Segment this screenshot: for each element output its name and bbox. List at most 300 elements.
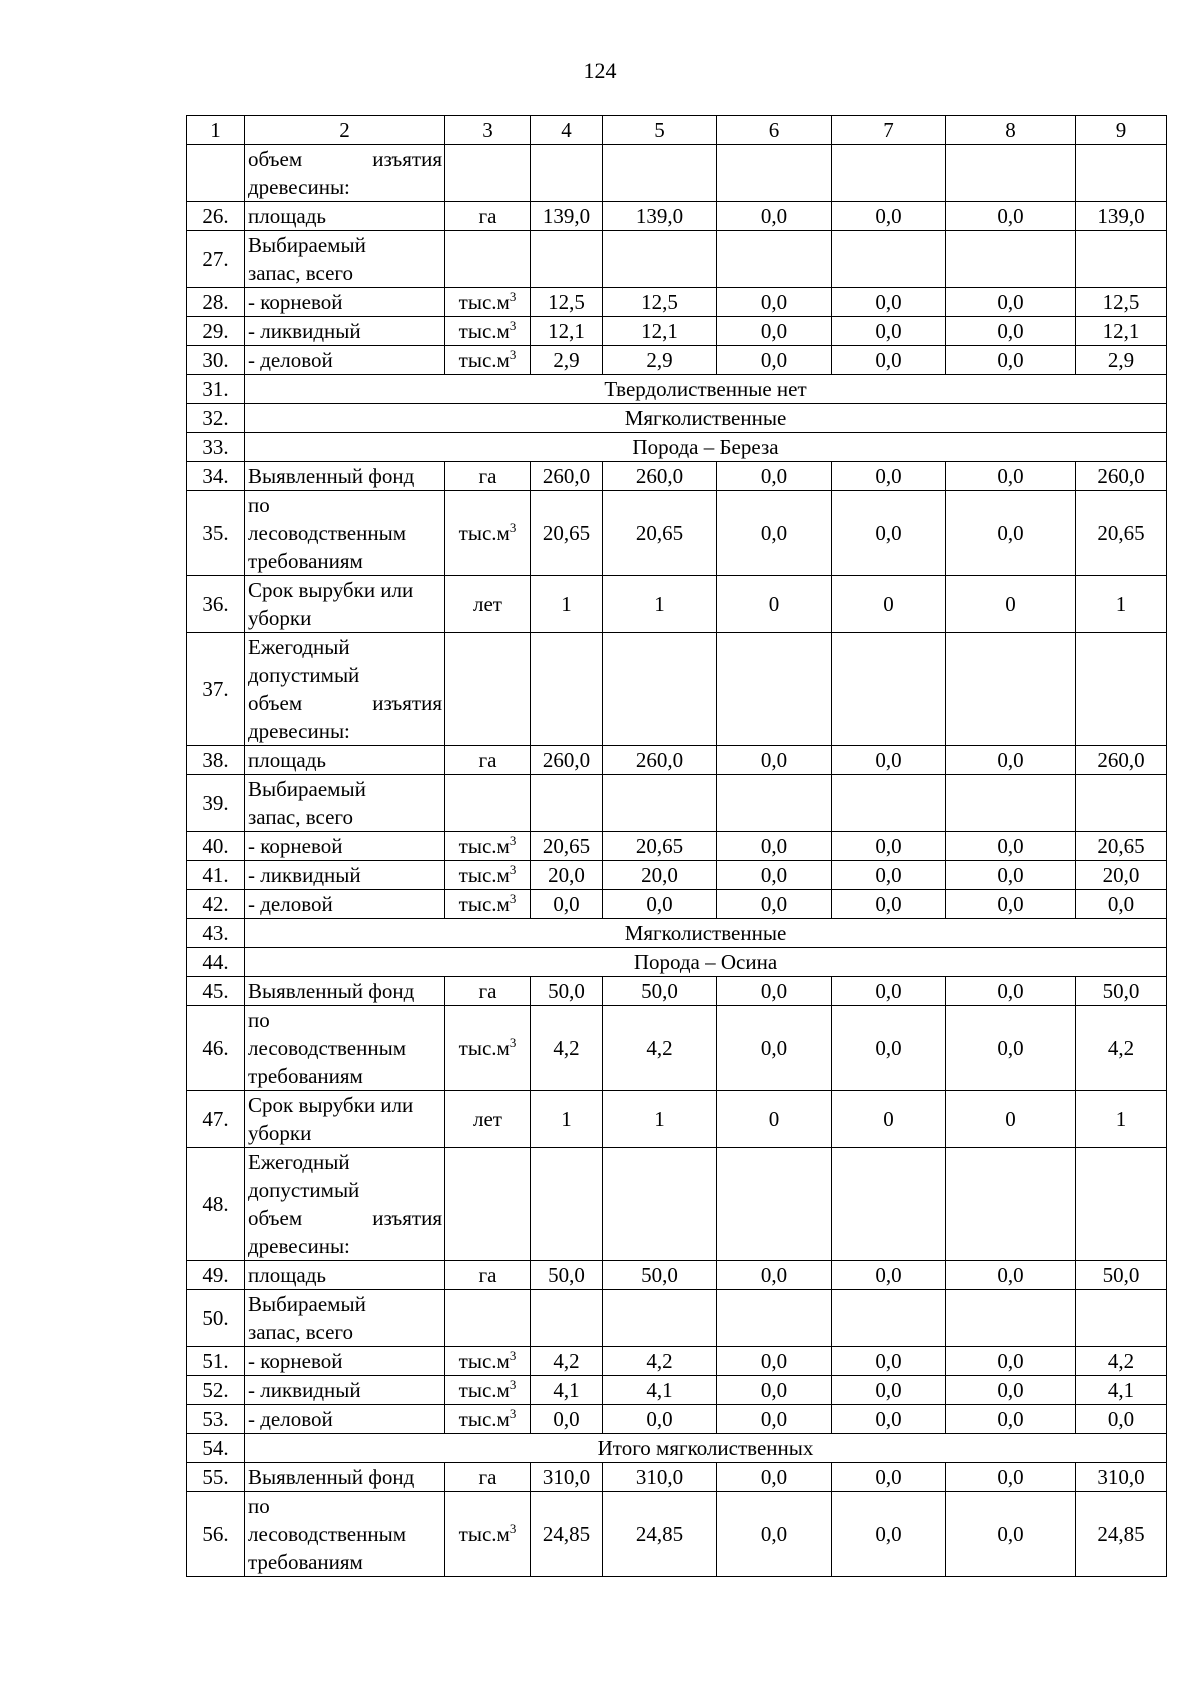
indicator-name-line: лесоводственным [248,1522,406,1546]
table-row [187,1347,1167,1376]
indicator-name-line: Выбираемый [248,1292,366,1316]
unit-superscript: 3 [509,318,517,333]
unit-text: тыс.м [458,834,510,858]
section-row [187,433,1167,462]
unit-text: тыс.м [458,348,510,372]
value-cell: 20,0 [603,861,717,890]
value-cell: 0,0 [946,1463,1076,1492]
indicator-name-line: Срок вырубки или [248,1093,414,1117]
value-cell: 0,0 [832,1261,946,1290]
table-row [187,861,1167,890]
value-cell: 260,0 [531,746,603,775]
unit-text: га [478,464,497,488]
value-cell: 4,2 [531,1347,603,1376]
value-cell: 4,2 [603,1347,717,1376]
value-cell: 4,2 [1076,1347,1167,1376]
value-cell: 4,1 [603,1376,717,1405]
value-cell: 0,0 [717,491,832,576]
indicator-name [245,1261,445,1290]
value-cell: 20,65 [603,832,717,861]
value-cell: 24,85 [531,1492,603,1577]
section-title: Мягколиственные [245,919,1167,948]
row-number: 31. [187,375,245,404]
value-cell: 0,0 [832,1006,946,1091]
section-row [187,404,1167,433]
table-row [187,491,1167,576]
value-cell [832,775,946,832]
indicator-name-line: - корневой [248,834,343,858]
indicator-name [245,1148,445,1261]
value-cell: 50,0 [603,1261,717,1290]
unit-cell [445,1006,531,1091]
table-row [187,202,1167,231]
indicator-name-line: требованиям [248,1550,363,1574]
value-cell: 1 [1076,1091,1167,1148]
value-cell [1076,1290,1167,1347]
value-cell: 0,0 [832,491,946,576]
value-cell: 0,0 [717,861,832,890]
indicator-name [245,861,445,890]
table-row [187,1492,1167,1577]
unit-cell [445,746,531,775]
value-cell: 20,0 [1076,861,1167,890]
value-cell: 0,0 [603,1405,717,1434]
row-number: 43. [187,919,245,948]
value-cell: 12,5 [531,288,603,317]
unit-cell [445,1463,531,1492]
section-title: Мягколиственные [245,404,1167,433]
table-row [187,145,1167,202]
indicator-name-line: Выявленный фонд [248,464,415,488]
value-cell: 20,65 [1076,832,1167,861]
table-row [187,1290,1167,1347]
value-cell [717,145,832,202]
indicator-name-line: площадь [248,204,326,228]
value-cell: 0,0 [717,1376,832,1405]
column-header: 5 [603,116,717,145]
indicator-name-line: по [248,1008,270,1032]
value-cell: 0,0 [946,890,1076,919]
value-cell: 0,0 [832,746,946,775]
value-cell [531,231,603,288]
unit-cell [445,576,531,633]
unit-text: тыс.м [458,319,510,343]
unit-text: га [478,1263,497,1287]
indicator-name-line: запас, всего [248,805,353,829]
table-row [187,633,1167,746]
value-cell [531,633,603,746]
indicator-name-line: требованиям [248,549,363,573]
indicator-name [245,1290,445,1347]
unit-superscript: 3 [509,833,517,848]
row-number: 48. [187,1148,245,1261]
value-cell: 0,0 [832,832,946,861]
indicator-name [245,832,445,861]
value-cell: 0,0 [717,890,832,919]
value-cell: 0,0 [717,462,832,491]
value-cell: 0,0 [717,1492,832,1577]
row-number: 54. [187,1434,245,1463]
value-cell: 24,85 [603,1492,717,1577]
unit-text: тыс.м [458,1036,510,1060]
indicator-name-line: древесины: [248,1234,350,1258]
row-number: 30. [187,346,245,375]
unit-text: тыс.м [458,1349,510,1373]
indicator-name [245,1376,445,1405]
value-cell: 260,0 [1076,746,1167,775]
indicator-name [245,576,445,633]
value-cell: 0,0 [717,346,832,375]
indicator-name-line: уборки [248,1121,312,1145]
value-cell: 0,0 [832,462,946,491]
indicator-name-line: объем изъятия [248,147,442,171]
value-cell [1076,775,1167,832]
unit-text: тыс.м [458,892,510,916]
unit-text: тыс.м [458,863,510,887]
value-cell: 0,0 [946,1261,1076,1290]
page-number: 124 [583,58,617,83]
indicator-name [245,1091,445,1148]
value-cell: 0,0 [832,1463,946,1492]
indicator-name [245,977,445,1006]
unit-cell [445,288,531,317]
unit-superscript: 3 [509,1377,517,1392]
value-cell: 4,2 [603,1006,717,1091]
value-cell: 1 [603,1091,717,1148]
unit-cell [445,775,531,832]
value-cell: 0,0 [717,1463,832,1492]
unit-cell [445,202,531,231]
value-cell: 0,0 [531,890,603,919]
unit-text: тыс.м [458,1522,510,1546]
indicator-name-line: требованиям [248,1064,363,1088]
table-body [187,145,1167,1577]
row-number: 39. [187,775,245,832]
value-cell: 4,1 [1076,1376,1167,1405]
section-title: Порода – Осина [245,948,1167,977]
value-cell: 12,1 [531,317,603,346]
unit-superscript: 3 [509,1348,517,1363]
row-number: 28. [187,288,245,317]
value-cell: 0,0 [832,977,946,1006]
value-cell: 0,0 [946,832,1076,861]
value-cell [531,1148,603,1261]
value-cell [1076,1148,1167,1261]
value-cell: 0,0 [717,1347,832,1376]
value-cell: 0,0 [946,1006,1076,1091]
indicator-name [245,775,445,832]
value-cell [832,1290,946,1347]
unit-cell [445,861,531,890]
indicator-name [245,346,445,375]
value-cell: 50,0 [603,977,717,1006]
value-cell [1076,145,1167,202]
value-cell: 0,0 [946,462,1076,491]
row-number: 52. [187,1376,245,1405]
indicator-name-line: по [248,1494,270,1518]
indicator-name-line: - деловой [248,892,333,916]
value-cell: 139,0 [1076,202,1167,231]
unit-cell [445,231,531,288]
indicator-name-line: Ежегодный [248,1150,350,1174]
row-number [187,145,245,202]
column-header: 2 [245,116,445,145]
value-cell [603,1148,717,1261]
indicator-name-line: Выбираемый [248,233,366,257]
row-number: 56. [187,1492,245,1577]
value-cell: 0,0 [832,1376,946,1405]
value-cell [531,775,603,832]
table-row [187,1091,1167,1148]
value-cell: 2,9 [531,346,603,375]
value-cell: 0,0 [832,1347,946,1376]
value-cell [603,145,717,202]
value-cell: 0,0 [946,288,1076,317]
indicator-name [245,746,445,775]
value-cell: 0,0 [946,1347,1076,1376]
column-header: 3 [445,116,531,145]
indicator-name-line: древесины: [248,719,350,743]
row-number: 50. [187,1290,245,1347]
indicator-name-line: объем изъятия [248,691,442,715]
unit-cell [445,977,531,1006]
unit-cell [445,1148,531,1261]
value-cell [603,775,717,832]
row-number: 35. [187,491,245,576]
indicator-name-line: допустимый [248,1178,360,1202]
row-number: 26. [187,202,245,231]
indicator-name-line: допустимый [248,663,360,687]
unit-cell [445,491,531,576]
value-cell: 4,2 [531,1006,603,1091]
value-cell: 260,0 [531,462,603,491]
row-number: 37. [187,633,245,746]
unit-text: га [478,204,497,228]
unit-cell [445,346,531,375]
row-number: 29. [187,317,245,346]
row-number: 34. [187,462,245,491]
indicator-name-line: - ликвидный [248,863,361,887]
indicator-name [245,462,445,491]
section-title: Твердолиственные нет [245,375,1167,404]
table-row [187,1148,1167,1261]
value-cell: 20,65 [1076,491,1167,576]
section-row [187,1434,1167,1463]
indicator-name-line: - деловой [248,348,333,372]
value-cell [946,1148,1076,1261]
indicator-name [245,202,445,231]
value-cell: 0,0 [946,491,1076,576]
value-cell: 0,0 [946,202,1076,231]
unit-cell [445,1091,531,1148]
indicator-name [245,890,445,919]
value-cell: 139,0 [603,202,717,231]
value-cell: 4,2 [1076,1006,1167,1091]
indicator-name-line: запас, всего [248,261,353,285]
indicator-name-line: Выбираемый [248,777,366,801]
table-row [187,1463,1167,1492]
unit-text: га [478,979,497,1003]
indicator-name-line: лесоводственным [248,521,406,545]
value-cell: 0,0 [531,1405,603,1434]
value-cell: 0 [832,1091,946,1148]
value-cell: 0,0 [717,1261,832,1290]
indicator-name-line: Срок вырубки или [248,578,414,602]
table-row [187,231,1167,288]
row-number: 42. [187,890,245,919]
table-row [187,890,1167,919]
value-cell [603,633,717,746]
row-number: 45. [187,977,245,1006]
table-row [187,1006,1167,1091]
indicator-name-line: Выявленный фонд [248,979,415,1003]
value-cell: 0,0 [1076,890,1167,919]
value-cell: 0,0 [946,1492,1076,1577]
value-cell: 1 [531,576,603,633]
value-cell [717,633,832,746]
row-number: 46. [187,1006,245,1091]
value-cell: 1 [603,576,717,633]
value-cell [946,775,1076,832]
unit-text: тыс.м [458,521,510,545]
unit-text: тыс.м [458,1378,510,1402]
value-cell: 50,0 [1076,1261,1167,1290]
value-cell [717,1148,832,1261]
value-cell: 24,85 [1076,1492,1167,1577]
row-number: 51. [187,1347,245,1376]
value-cell: 0 [717,576,832,633]
unit-cell [445,1376,531,1405]
indicator-name-line: - ликвидный [248,319,361,343]
row-number: 49. [187,1261,245,1290]
value-cell: 4,1 [531,1376,603,1405]
value-cell: 0,0 [946,977,1076,1006]
table-row [187,1261,1167,1290]
table-row [187,317,1167,346]
value-cell: 0,0 [832,202,946,231]
indicator-name [245,317,445,346]
value-cell: 12,1 [1076,317,1167,346]
value-cell: 0,0 [946,861,1076,890]
unit-superscript: 3 [509,1035,517,1050]
value-cell: 2,9 [603,346,717,375]
value-cell: 0 [717,1091,832,1148]
value-cell: 1 [1076,576,1167,633]
unit-text: тыс.м [458,1407,510,1431]
indicator-name [245,231,445,288]
value-cell [717,775,832,832]
value-cell: 20,65 [531,832,603,861]
section-row [187,375,1167,404]
indicator-name [245,1006,445,1091]
indicator-name-line: площадь [248,1263,326,1287]
indicator-name-line: - ликвидный [248,1378,361,1402]
unit-cell [445,1347,531,1376]
indicator-name-line: по [248,493,270,517]
table-row [187,1376,1167,1405]
value-cell: 0,0 [946,1405,1076,1434]
value-cell: 0,0 [717,832,832,861]
unit-cell [445,1492,531,1577]
value-cell: 12,1 [603,317,717,346]
indicator-name [245,491,445,576]
value-cell: 0,0 [717,1006,832,1091]
value-cell [531,1290,603,1347]
value-cell: 12,5 [603,288,717,317]
unit-text: га [478,1465,497,1489]
value-cell: 0,0 [832,1492,946,1577]
section-row [187,919,1167,948]
row-number: 32. [187,404,245,433]
row-number: 33. [187,433,245,462]
value-cell: 0,0 [717,977,832,1006]
value-cell: 0 [946,576,1076,633]
value-cell: 0,0 [832,288,946,317]
row-number: 44. [187,948,245,977]
value-cell [717,231,832,288]
unit-text: лет [473,592,502,616]
value-cell: 310,0 [531,1463,603,1492]
value-cell: 50,0 [531,1261,603,1290]
value-cell: 0,0 [717,746,832,775]
indicator-name-line: Ежегодный [248,635,350,659]
value-cell [1076,633,1167,746]
indicator-name-line: запас, всего [248,1320,353,1344]
value-cell [946,1290,1076,1347]
table-row [187,288,1167,317]
indicator-name [245,1463,445,1492]
value-cell: 0,0 [946,1376,1076,1405]
indicator-name-line: объем изъятия [248,1206,442,1230]
unit-text: га [478,748,497,772]
value-cell: 260,0 [1076,462,1167,491]
unit-superscript: 3 [509,520,517,535]
value-cell: 0,0 [832,861,946,890]
value-cell: 0,0 [603,890,717,919]
table-row [187,746,1167,775]
value-cell [832,145,946,202]
table-row [187,977,1167,1006]
value-cell: 0,0 [946,746,1076,775]
value-cell: 2,9 [1076,346,1167,375]
indicator-name [245,1405,445,1434]
header-row [187,116,1167,145]
indicator-name-line: - деловой [248,1407,333,1431]
value-cell [832,633,946,746]
indicator-name [245,1492,445,1577]
value-cell: 0,0 [717,202,832,231]
unit-cell [445,1405,531,1434]
row-number: 55. [187,1463,245,1492]
value-cell: 12,5 [1076,288,1167,317]
value-cell [946,145,1076,202]
row-number: 38. [187,746,245,775]
column-header: 9 [1076,116,1167,145]
value-cell: 0,0 [832,317,946,346]
unit-superscript: 3 [509,1406,517,1421]
value-cell: 0,0 [832,1405,946,1434]
indicator-name-line: - корневой [248,1349,343,1373]
value-cell: 50,0 [531,977,603,1006]
row-number: 36. [187,576,245,633]
value-cell [603,1290,717,1347]
row-number: 53. [187,1405,245,1434]
value-cell [946,231,1076,288]
value-cell: 139,0 [531,202,603,231]
indicator-name-line: древесины: [248,175,350,199]
unit-cell [445,1290,531,1347]
value-cell: 0,0 [832,890,946,919]
